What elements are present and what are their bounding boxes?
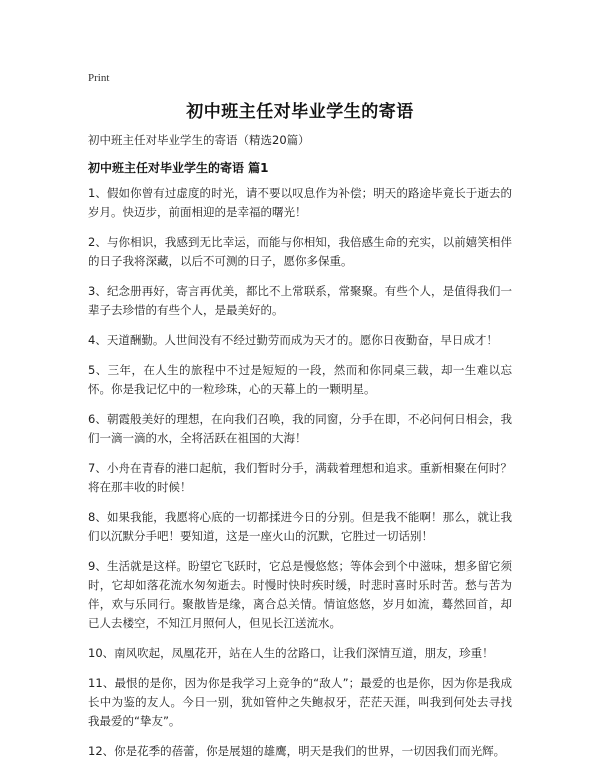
paragraph-item: 5、三年，在人生的旅程中不过是短短的一段，然而和你同桌三载，却一生难以忘怀。你是我记忆中的一粒珍珠，心的天幕上的一颗明星。 (88, 363, 512, 396)
section-heading: 初中班主任对毕业学生的寄语 篇1 (88, 161, 269, 175)
paragraph-item: 2、与你相识，我感到无比幸运，而能与你相知，我倍感生命的充实，以前嬉笑相伴的日子我将深藏，以后不可测的日子，愿你多保重。 (88, 235, 512, 268)
paragraph-item: 8、如果我能，我愿将心底的一切都揉进今日的分别。但是我不能啊！那么，就让我们以沉默分手吧！要知道，这是一座火山的沉默，它胜过一切话别！ (88, 510, 512, 543)
paragraph-item: 3、纪念册再好，寄言再优美，都比不上常联系，常聚聚。有些个人，是值得我们一辈子去珍惜的有些个人，是最美好的。 (88, 284, 512, 317)
paragraph-item: 7、小舟在青春的港口起航，我们暂时分手，满载着理想和追求。重新相聚在何时？将在那丰收的时候！ (88, 461, 512, 494)
print-label[interactable]: Print (88, 72, 110, 84)
paragraph-item: 9、生活就是这样。盼望它飞跃时，它总是慢悠悠；等体会到个中滋味，想多留它须时，它却如落花流水匆匆逝去。时慢时快时疾时缓，时悲时喜时乐时苦。愁与苦为伴，欢与乐同行。聚散皆是缘，离合总关情。情谊悠悠，岁月如流，蓦然回首，却已人去楼空，不知江月照何人，但见长江送流水。 (88, 559, 512, 630)
paragraph-item: 1、假如你曾有过虚度的时光，请不要以叹息作为补偿；明天的路途毕竟长于逝去的岁月。快迈步，前面相迎的是幸福的曙光！ (88, 186, 512, 219)
paragraph-item: 11、最恨的是你，因为你是我学习上竞争的“敌人”；最爱的也是你，因为你是我成长中为鉴的友人。今日一别，犹如管仲之失鲍叔牙，茫茫天涯，叫我到何处去寻找我最爱的“挚友”。 (88, 676, 512, 728)
paragraph-list (88, 184, 512, 772)
paragraph-item: 12、你是花季的蓓蕾，你是展翅的雄鹰，明天是我们的世界，一切因我们而光辉。 (88, 744, 506, 758)
document-title: 初中班主任对毕业学生的寄语 (186, 102, 414, 122)
paragraph-item: 10、南风吹起，凤凰花开，站在人生的岔路口，让我们深情互道，朋友，珍重！ (88, 646, 494, 660)
paragraph-item: 6、朝霞般美好的理想，在向我们召唤，我的同窗，分手在即，不必问何日相会，我们一滴一滴的水，全将活跃在祖国的大海！ (88, 412, 512, 445)
paragraph-item: 4、天道酬勤。人世间没有不经过勤劳而成为天才的。愿你日夜勤奋，早日成才！ (88, 333, 498, 347)
document-subtitle: 初中班主任对毕业学生的寄语（精选20篇） (88, 133, 310, 147)
